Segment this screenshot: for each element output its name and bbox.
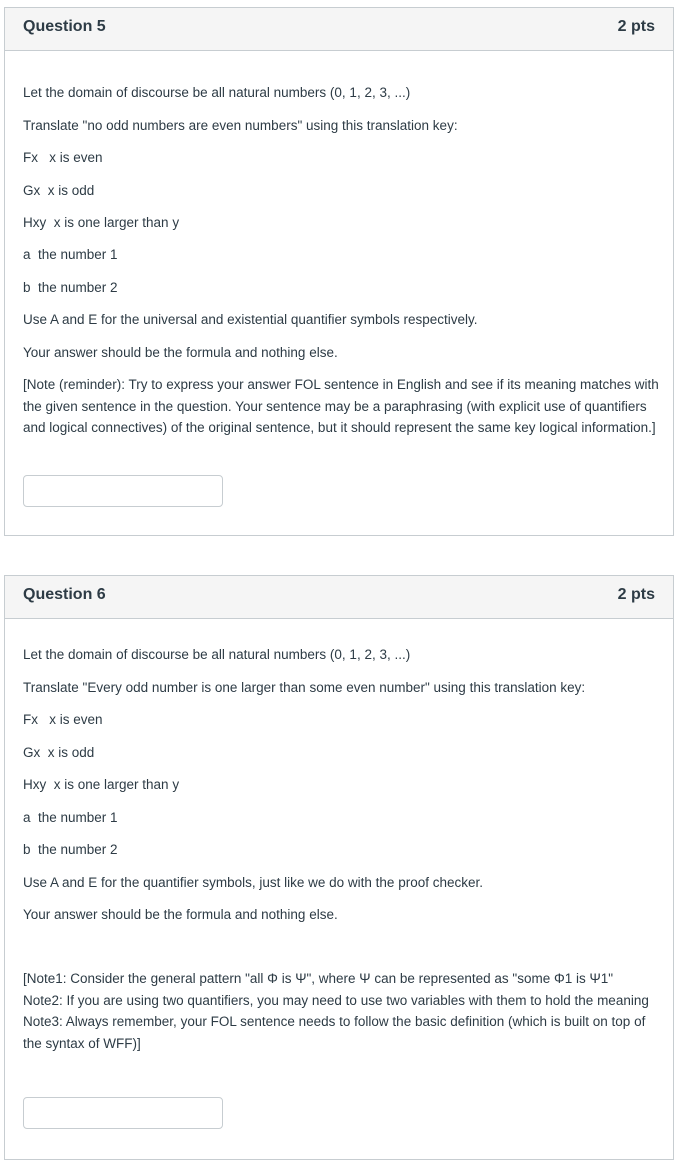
key-entry: b the number 2 [23, 842, 118, 857]
key-entry: a the number 1 [23, 810, 118, 825]
question-header [5, 576, 673, 619]
question-5 [4, 7, 674, 536]
question-points: 2 pts [617, 18, 655, 35]
domain-text: Let the domain of discourse be all natural numbers (0, 1, 2, 3, ...) [23, 85, 411, 100]
key-entry: Fx x is even [23, 712, 103, 727]
prompt-text: Translate "Every odd number is one larger than some even number" using this translation key: [23, 680, 586, 695]
answer-input[interactable] [23, 475, 223, 507]
key-entry: Hxy x is one larger than y [23, 777, 180, 792]
key-entry: Gx x is odd [23, 745, 95, 760]
question-header [5, 8, 673, 51]
prompt-text: Translate "no odd numbers are even numbers" using this translation key: [23, 118, 458, 133]
formula-notes: [Note1: Consider the general pattern "all Φ is Ψ", where Ψ can be represented as "some Φ1 is Ψ1" Note2: If you are using two quantifiers, you may need to use two variables with them to hold the meaning Note3: Always remember, your FOL sentence needs to follow the basic definition (which is built on top of the syntax of WFF)] [23, 971, 649, 1052]
answer-input[interactable] [23, 1097, 223, 1129]
key-entry: b the number 2 [23, 280, 118, 295]
domain-text: Let the domain of discourse be all natural numbers (0, 1, 2, 3, ...) [23, 647, 411, 662]
question-title: Question 6 [23, 586, 106, 603]
reminder-note: [Note (reminder): Try to express your answer FOL sentence in English and see if its meaning matches with the given sentence in the question. Your sentence may be a paraphrasing (with explicit use of quantifiers and logical connectives) of the original sentence, but it should represent the same key logical information.] [23, 377, 663, 436]
answer-note: Your answer should be the formula and nothing else. [23, 907, 338, 922]
key-entry: Fx x is even [23, 150, 103, 165]
quantifier-note: Use A and E for the universal and existential quantifier symbols respectively. [23, 312, 478, 327]
question-title: Question 5 [23, 18, 106, 35]
key-entry: Hxy x is one larger than y [23, 215, 180, 230]
key-entry: a the number 1 [23, 247, 118, 262]
key-entry: Gx x is odd [23, 183, 95, 198]
quantifier-note: Use A and E for the quantifier symbols, just like we do with the proof checker. [23, 875, 483, 890]
question-6 [4, 575, 674, 1160]
question-points: 2 pts [617, 586, 655, 603]
answer-note: Your answer should be the formula and nothing else. [23, 345, 338, 360]
